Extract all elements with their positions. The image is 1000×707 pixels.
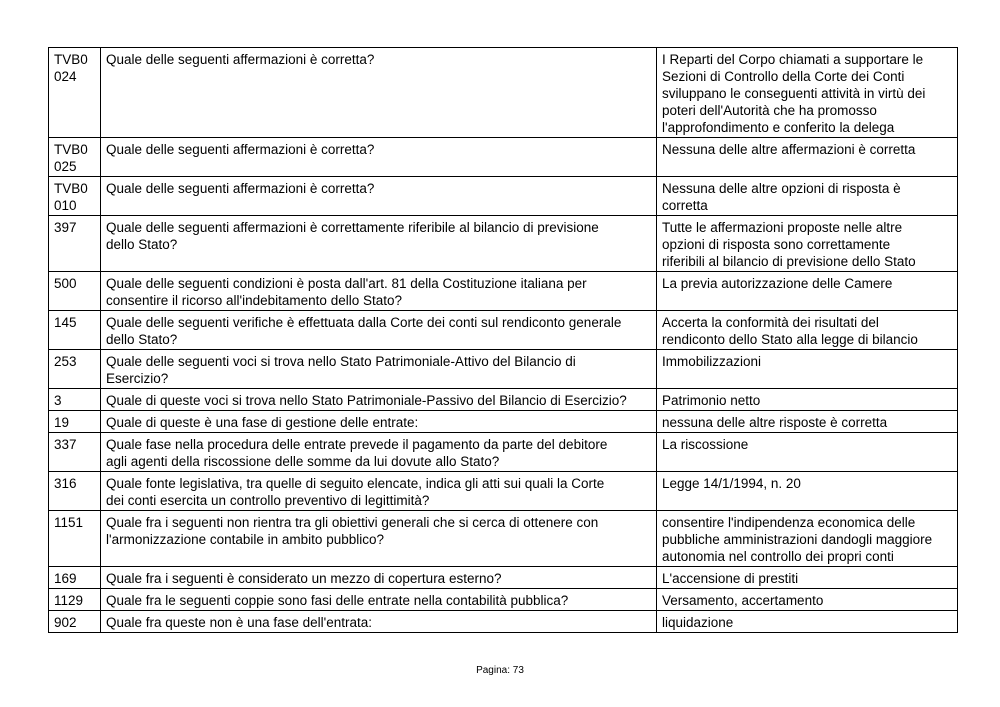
table-row (49, 511, 958, 567)
table-row (49, 311, 958, 350)
answer-text-cell: Nessuna delle altre opzioni di risposta è corretta (657, 177, 958, 216)
table-row (49, 433, 958, 472)
question-text-cell: Quale delle seguenti affermazioni è correttamente riferibile al bilancio di previsione dello Stato? (101, 216, 657, 272)
question-code-cell: 145 (49, 311, 101, 350)
question-code-cell: 19 (49, 411, 101, 433)
question-text-cell: Quale fase nella procedura delle entrate prevede il pagamento da parte del debitore agli agenti della riscossione delle somme da lui dovute allo Stato? (101, 433, 657, 472)
table-row (49, 350, 958, 389)
question-text-cell: Quale fra i seguenti non rientra tra gli obiettivi generali che si cerca di ottenere con l'armonizzazione contabile in ambito pubblico? (101, 511, 657, 567)
answer-text-cell: Nessuna delle altre affermazioni è corretta (657, 138, 958, 177)
question-text-cell: Quale fra i seguenti è considerato un mezzo di copertura esterno? (101, 567, 657, 589)
answer-text-cell: liquidazione (657, 611, 958, 633)
question-code-cell: 500 (49, 272, 101, 311)
question-code-cell: TVB0 024 (49, 48, 101, 138)
table-row (49, 472, 958, 511)
page-footer (0, 665, 1000, 676)
question-table-body (49, 48, 958, 633)
table-row (49, 411, 958, 433)
table-row (49, 567, 958, 589)
question-table (48, 47, 958, 633)
answer-text-cell: I Reparti del Corpo chiamati a supportare le Sezioni di Controllo della Corte dei Conti sviluppano le conseguenti attività in virtù dei poteri dell'Autorità che ha promosso l'approfondimento e conferito la delega (657, 48, 958, 138)
question-text-cell: Quale fonte legislativa, tra quelle di seguito elencate, indica gli atti sui quali la Corte dei conti esercita un controllo preventivo di legittimità? (101, 472, 657, 511)
question-text-cell: Quale delle seguenti condizioni è posta dall'art. 81 della Costituzione italiana per consentire il ricorso all'indebitamento dello Stato? (101, 272, 657, 311)
question-code-cell: 316 (49, 472, 101, 511)
answer-text-cell: L'accensione di prestiti (657, 567, 958, 589)
table-row (49, 611, 958, 633)
table-row (49, 138, 958, 177)
question-code-cell: TVB0 010 (49, 177, 101, 216)
question-text-cell: Quale delle seguenti affermazioni è corretta? (101, 177, 657, 216)
table-row (49, 216, 958, 272)
question-code-cell: 902 (49, 611, 101, 633)
question-text-cell: Quale delle seguenti affermazioni è corretta? (101, 138, 657, 177)
question-code-cell: 253 (49, 350, 101, 389)
answer-text-cell: Accerta la conformità dei risultati del rendiconto dello Stato alla legge di bilancio (657, 311, 958, 350)
question-text-cell: Quale delle seguenti voci si trova nello Stato Patrimoniale-Attivo del Bilancio di Esercizio? (101, 350, 657, 389)
question-code-cell: 1129 (49, 589, 101, 611)
table-row (49, 389, 958, 411)
question-code-cell: 169 (49, 567, 101, 589)
question-code-cell: 397 (49, 216, 101, 272)
table-row (49, 177, 958, 216)
page-number: Pagina: 73 (476, 665, 524, 676)
question-text-cell: Quale di queste è una fase di gestione delle entrate: (101, 411, 657, 433)
answer-text-cell: La previa autorizzazione delle Camere (657, 272, 958, 311)
table-row (49, 48, 958, 138)
answer-text-cell: La riscossione (657, 433, 958, 472)
question-text-cell: Quale di queste voci si trova nello Stato Patrimoniale-Passivo del Bilancio di Esercizio? (101, 389, 657, 411)
table-row (49, 272, 958, 311)
question-code-cell: 1151 (49, 511, 101, 567)
answer-text-cell: Versamento, accertamento (657, 589, 958, 611)
table-row (49, 589, 958, 611)
answer-text-cell: consentire l'indipendenza economica delle pubbliche amministrazioni dandogli maggiore autonomia nel controllo dei propri conti (657, 511, 958, 567)
question-code-cell: TVB0 025 (49, 138, 101, 177)
answer-text-cell: Tutte le affermazioni proposte nelle altre opzioni di risposta sono correttamente riferibili al bilancio di previsione dello Stato (657, 216, 958, 272)
answer-text-cell: nessuna delle altre risposte è corretta (657, 411, 958, 433)
question-text-cell: Quale fra le seguenti coppie sono fasi delle entrate nella contabilità pubblica? (101, 589, 657, 611)
question-code-cell: 3 (49, 389, 101, 411)
question-text-cell: Quale delle seguenti affermazioni è corretta? (101, 48, 657, 138)
question-code-cell: 337 (49, 433, 101, 472)
question-text-cell: Quale delle seguenti verifiche è effettuata dalla Corte dei conti sul rendiconto generale dello Stato? (101, 311, 657, 350)
answer-text-cell: Legge 14/1/1994, n. 20 (657, 472, 958, 511)
answer-text-cell: Patrimonio netto (657, 389, 958, 411)
question-text-cell: Quale fra queste non è una fase dell'entrata: (101, 611, 657, 633)
answer-text-cell: Immobilizzazioni (657, 350, 958, 389)
